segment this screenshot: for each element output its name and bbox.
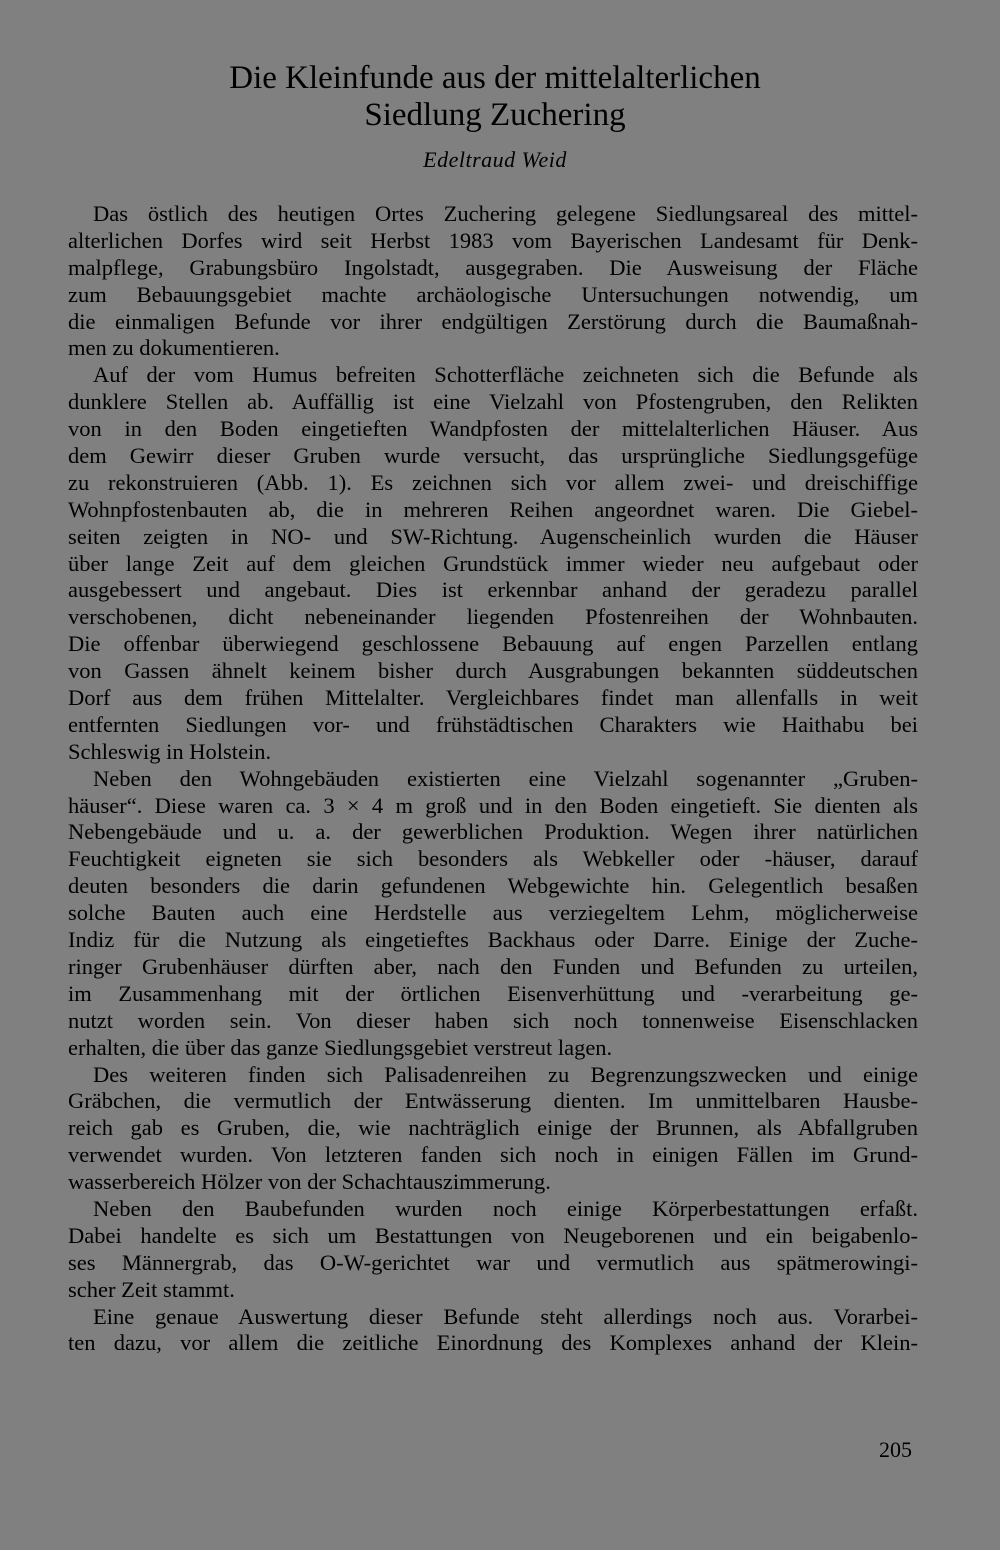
text-line: Neben den Wohngebäuden existierten eine Vielzahl sogenannter „Gruben- — [93, 765, 918, 791]
text-line: scher Zeit stammt. — [68, 1276, 235, 1302]
text-line: Gräbchen, die vermutlich der Entwässerung dienten. Im unmittelbaren Hausbe- — [68, 1088, 918, 1114]
text-line: ten dazu, vor allem die zeitliche Einordnung des Komplexes anhand der Klein- — [68, 1330, 918, 1356]
paragraph — [68, 766, 918, 1062]
text-line: ses Männergrab, das O-W-gerichtet war und vermutlich aus spätmerowingi- — [68, 1249, 918, 1275]
text-line: seiten zeigten in NO- und SW-Richtung. Augenscheinlich wurden die Häuser — [68, 523, 918, 549]
text-line: Nebengebäude und u. a. der gewerblichen Produktion. Wegen ihrer natürlichen — [68, 819, 918, 845]
text-line: von Gassen ähnelt keinem bisher durch Ausgrabungen bekannten süddeutschen — [68, 658, 918, 684]
text-line: zum Bebauungsgebiet machte archäologische Untersuchungen notwendig, um — [68, 281, 918, 307]
text-line: men zu dokumentieren. — [68, 335, 280, 361]
text-line: erhalten, die über das ganze Siedlungsgebiet verstreut lagen. — [68, 1034, 613, 1060]
article-title — [90, 60, 900, 134]
text-line: zu rekonstruieren (Abb. 1). Es zeichnen sich vor allem zwei- und dreischiffige — [68, 469, 918, 495]
article-title-line-1: Die Kleinfunde aus der mittelalterlichen — [229, 60, 761, 96]
paragraph — [68, 1062, 918, 1196]
text-line: Auf der vom Humus befreiten Schotterfläche zeichneten sich die Befunde als — [93, 362, 918, 388]
text-line: häuser“. Diese waren ca. 3 × 4 m groß und in den Boden eingetieft. Sie dienten als — [68, 792, 918, 818]
text-line: Eine genaue Auswertung dieser Befunde steht allerdings noch aus. Vorarbei- — [93, 1303, 918, 1329]
text-line: Feuchtigkeit eigneten sie sich besonders als Webkeller oder -häuser, darauf — [68, 846, 918, 872]
text-line: verwendet wurden. Von letzteren fanden sich noch in einigen Fällen im Grund- — [68, 1142, 918, 1168]
text-line: reich gab es Gruben, die, wie nachträglich einige der Brunnen, als Abfallgruben — [68, 1115, 918, 1141]
paragraph — [68, 201, 918, 362]
text-line: verschobenen, dicht nebeneinander liegenden Pfostenreihen der Wohnbauten. — [68, 604, 918, 630]
text-line: im Zusammenhang mit der örtlichen Eisenverhüttung und -verarbeitung ge- — [68, 980, 918, 1006]
text-line: deuten besonders die darin gefundenen Webgewichte hin. Gelegentlich besaßen — [68, 873, 918, 899]
text-line: Schleswig in Holstein. — [68, 738, 272, 764]
text-line: über lange Zeit auf dem gleichen Grundstück immer wieder neu aufgebaut oder — [68, 550, 918, 576]
text-line: Indiz für die Nutzung als eingetieftes Backhaus oder Darre. Einige der Zuche- — [68, 927, 918, 953]
text-line: ausgebessert und angebaut. Dies ist erkennbar anhand der geradezu parallel — [68, 577, 918, 603]
paragraph — [68, 1196, 918, 1304]
text-line: Neben den Baubefunden wurden noch einige Körperbestattungen erfaßt. — [93, 1195, 918, 1221]
text-line: Das östlich des heutigen Ortes Zuchering gelegene Siedlungsareal des mittel- — [93, 201, 918, 226]
text-line: alterlichen Dorfes wird seit Herbst 1983 vom Bayerischen Landesamt für Denk- — [68, 227, 918, 253]
author-name: Edeltraud Weid — [423, 147, 567, 172]
article-body — [68, 201, 918, 1357]
article-title-line-2: Siedlung Zuchering — [364, 97, 626, 133]
text-line: Die offenbar überwiegend geschlossene Bebauung auf engen Parzellen entlang — [68, 631, 918, 657]
text-line: dem Gewirr dieser Gruben wurde versucht, das ursprüngliche Siedlungsgefüge — [68, 443, 918, 469]
text-line: Des weiteren finden sich Palisadenreihen zu Begrenzungszwecken und einige — [93, 1061, 918, 1087]
text-line: entfernten Siedlungen vor- und frühstädtischen Charakters wie Haithabu bei — [68, 711, 918, 737]
text-line: malpflege, Grabungsbüro Ingolstadt, ausgegraben. Die Ausweisung der Fläche — [68, 254, 918, 280]
text-line: dunklere Stellen ab. Auffällig ist eine Vielzahl von Pfostengruben, den Relikten — [68, 389, 918, 415]
text-line: solche Bauten auch eine Herdstelle aus verziegeltem Lehm, möglicherweise — [68, 900, 918, 926]
text-line: nutzt worden sein. Von dieser haben sich noch tonnenweise Eisenschlacken — [68, 1007, 918, 1033]
text-line: wasserbereich Hölzer von der Schachtauszimmerung. — [68, 1169, 551, 1195]
text-line: Wohnpfostenbauten ab, die in mehreren Reihen angeordnet waren. Die Giebel- — [68, 496, 918, 522]
text-line: von in den Boden eingetieften Wandpfosten der mittelalterlichen Häuser. Aus — [68, 416, 918, 442]
paragraph — [68, 362, 918, 765]
text-line: Dabei handelte es sich um Bestattungen von Neugeborenen und ein beigabenlo- — [68, 1222, 918, 1248]
page-number: 205 — [879, 1437, 912, 1462]
text-line: Dorf aus dem frühen Mittelalter. Vergleichbares findet man allenfalls in weit — [68, 685, 918, 711]
paragraph — [68, 1304, 918, 1358]
text-line: ringer Grubenhäuser dürften aber, nach den Funden und Befunden zu urteilen, — [68, 953, 918, 979]
text-line: die einmaligen Befunde vor ihrer endgültigen Zerstörung durch die Baumaßnah- — [68, 308, 918, 334]
